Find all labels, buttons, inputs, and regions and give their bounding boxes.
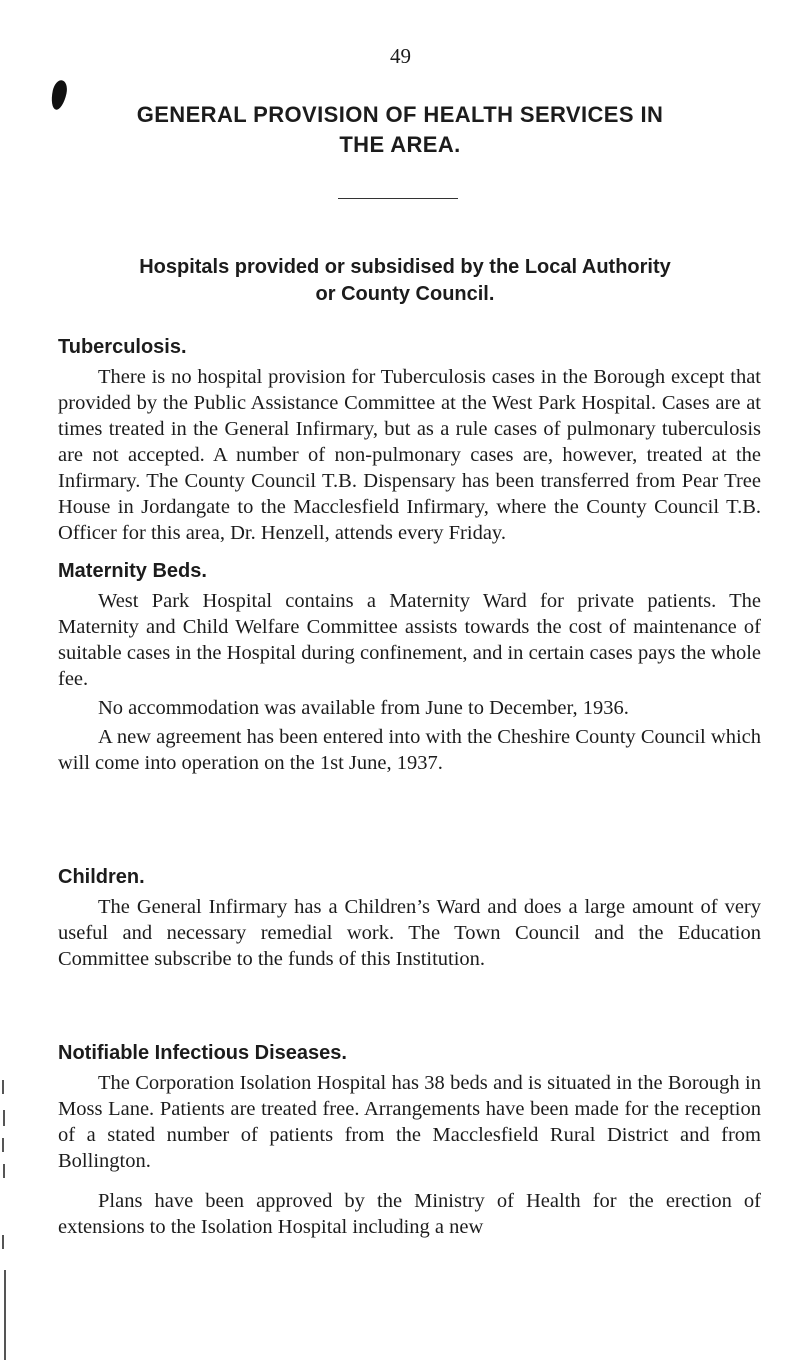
paragraph-tuberculosis: There is no hospital provision for Tuberculosis cases in the Borough except that provided by the Public Assistance Committee at the West Park Hospital. Cases are at times treated in the General Infirmary, but as a rule cases of pulmonary tuberculosis are not accepted. A number of non-pulmonary cases are, however, treated at the Infirmary. The County Council T.B. Dispensary has been transferred from Pear Tree House in Jordangate to the Macclesfield Infirmary, where the County Council T.B. Officer for this area, Dr. Henzell, attends every Friday.	[58, 366, 761, 544]
section-children	[58, 864, 761, 972]
heading-maternity: Maternity Beds.	[58, 560, 207, 582]
title-divider	[338, 198, 458, 199]
section-subtitle	[40, 254, 770, 308]
paragraph-children: The General Infirmary has a Children’s Ward and does a large amount of very useful and necessary remedial work. The Town Council and the Education Committee subscribe to the funds of this Institution.	[58, 896, 761, 970]
paragraph-infectious-2: Plans have been approved by the Ministry of Health for the erection of extensions to the Isolation Hospital including a new	[58, 1190, 761, 1238]
page-title	[40, 100, 760, 160]
heading-children: Children.	[58, 866, 145, 888]
section-tuberculosis	[58, 334, 761, 546]
paragraph-maternity-3: A new agreement has been entered into with the Cheshire County Council which will come into operation on the 1st June, 1937.	[58, 726, 761, 774]
subtitle-line-2: or County Council.	[315, 283, 495, 305]
binding-edge-marks	[0, 1060, 12, 1360]
heading-tuberculosis: Tuberculosis.	[58, 336, 187, 358]
heading-infectious-diseases: Notifiable Infectious Diseases.	[58, 1042, 347, 1064]
subtitle-line-1: Hospitals provided or subsidised by the Local Authority	[139, 256, 671, 278]
page-title-line-2: THE AREA.	[339, 132, 461, 157]
page-title-line-1: GENERAL PROVISION OF HEALTH SERVICES IN	[136, 102, 664, 127]
section-infectious-diseases	[58, 1040, 761, 1240]
paragraph-maternity-2: No accommodation was available from June to December, 1936.	[98, 697, 629, 719]
section-maternity	[58, 558, 761, 776]
page-number: 49	[390, 44, 411, 68]
paragraph-infectious-1: The Corporation Isolation Hospital has 38 beds and is situated in the Borough in Moss Lane. Patients are treated free. Arrangements have been made for the reception of a stated number of patients from the Macclesfield Rural District and from Bollington.	[58, 1072, 761, 1172]
paragraph-maternity-1: West Park Hospital contains a Maternity Ward for private patients. The Maternity and Child Welfare Committee assists towards the cost of maintenance of suitable cases in the Hospital during confinement, and in certain cases pays the whole fee.	[58, 590, 761, 690]
